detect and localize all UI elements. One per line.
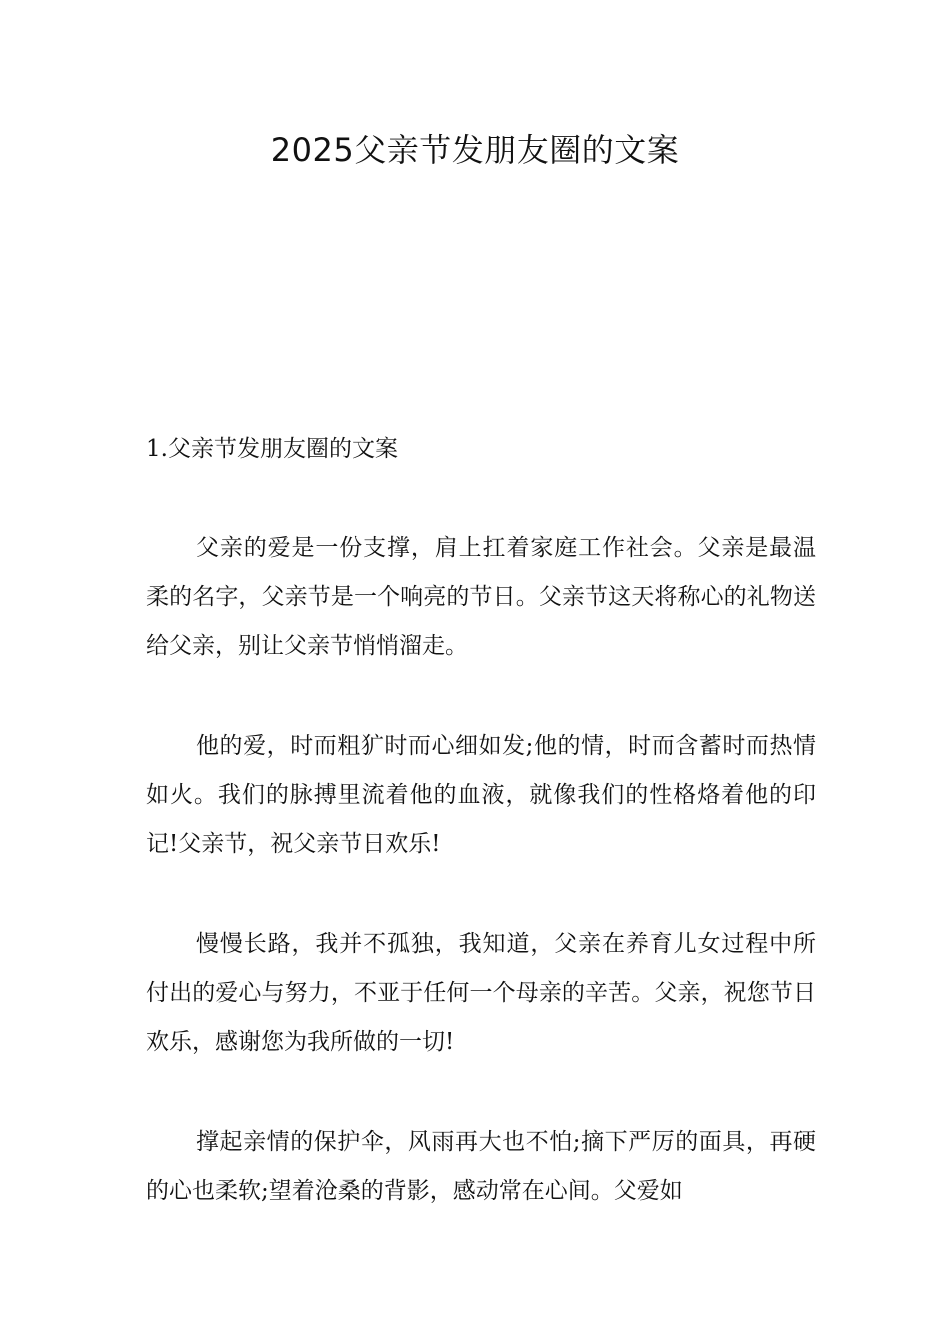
paragraph-1: 父亲的爱是一份支撑，肩上扛着家庭工作社会。父亲是最温柔的名字，父亲节是一个响亮的节日。父亲节这天将称心的礼物送给父亲，别让父亲节悄悄溜走。 [146, 535, 816, 659]
paragraph-4: 撑起亲情的保护伞，风雨再大也不怕;摘下严厉的面具，再硬的心也柔软;望着沧桑的背影，感动常在心间。父爱如 [146, 1129, 816, 1204]
document-title: 2025父亲节发朋友圈的文案 [270, 131, 680, 169]
paragraph-2: 他的爱，时而粗犷时而心细如发;他的情，时而含蓄时而热情如火。我们的脉搏里流着他的血液，就像我们的性格烙着他的印记!父亲节，祝父亲节日欢乐! [146, 733, 816, 857]
section-heading: 1.父亲节发朋友圈的文案 [146, 436, 398, 462]
paragraph-3: 慢慢长路，我并不孤独，我知道，父亲在养育儿女过程中所付出的爱心与努力，不亚于任何一个母亲的辛苦。父亲，祝您节日欢乐，感谢您为我所做的一切! [146, 931, 816, 1055]
